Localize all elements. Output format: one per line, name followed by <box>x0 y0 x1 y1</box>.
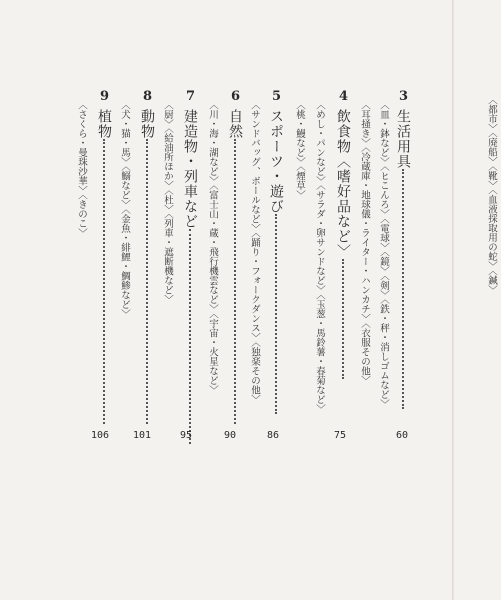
subtopics: 〈皿・鉢など〉〈ヒこんろ〉〈電球〉〈鏡〉〈剣〉〈鉄・秤・消しゴムなど〉 <box>378 100 389 409</box>
subtopics: 〈桃・鰻など〉〈煙草〉 <box>294 100 305 200</box>
section-number: 3 <box>398 90 409 103</box>
section-number: 9 <box>99 90 110 103</box>
section-number: 6 <box>230 90 241 103</box>
subtopics: 〈めし・パンなど〉〈サラダ・卵サンドなど〉〈玉葱・馬鈴薯・春菊など〉 <box>314 100 325 414</box>
page-number: 86 <box>267 430 280 441</box>
section-3[interactable] <box>393 90 413 409</box>
section-6[interactable] <box>225 90 245 424</box>
page-number: 95 <box>180 430 193 441</box>
section-title: 飲食物〈嗜好品など〉 <box>335 109 351 259</box>
leader-dots <box>146 139 148 424</box>
section-title: 動物 <box>139 109 155 139</box>
page-gutter <box>452 0 454 600</box>
subtopics: 〈さくら・曼珠沙華〉〈きのこ〉 <box>76 100 87 238</box>
section-9[interactable] <box>94 90 114 424</box>
section-title: 生活用具 <box>395 109 411 169</box>
leader-dots <box>342 259 344 379</box>
subtopics: 〈川・海・湖など〉〈富士山・蔵・飛行機雲など〉〈宇宙・火星など〉 <box>207 100 218 395</box>
leader-dots <box>103 139 105 424</box>
section-title: 建造物・列車など <box>182 109 198 229</box>
leader-dots <box>402 169 404 409</box>
section-title: 自然 <box>227 109 243 139</box>
subtopics: 〈犬・猫・馬〉〈鰯など〉〈金魚・緋鯉・鯛鯵など〉 <box>119 100 130 319</box>
page-number: 90 <box>224 430 237 441</box>
page-number: 106 <box>91 430 110 441</box>
leader-dots <box>275 214 277 414</box>
subtopics: 〈サンドバッグ、ボールなど〉〈踊り・フォークダンス〉〈独楽その他〉 <box>249 100 260 404</box>
section-8[interactable] <box>137 90 157 424</box>
leader-dots <box>234 139 236 424</box>
section-7[interactable] <box>180 90 200 444</box>
section-number: 5 <box>271 90 282 103</box>
section-4[interactable] <box>333 90 353 379</box>
page-number: 60 <box>396 430 409 441</box>
section-title: 植物 <box>96 109 112 139</box>
subtopics: 〈耳掻き〉〈冷蔵庫・地球儀・ライター・ハンカチ〉〈衣服その他〉 <box>359 100 370 385</box>
leader-dots <box>189 229 191 444</box>
continuation-items: 〈都市〉〈廃船〉〈靴〉〈血液採取用の蛇〉〈鍼〉 <box>486 95 497 295</box>
section-number: 4 <box>338 90 349 103</box>
section-5[interactable] <box>266 90 286 414</box>
page-number: 75 <box>334 430 347 441</box>
page-number: 101 <box>133 430 152 441</box>
section-title: スポーツ・遊び <box>268 109 284 214</box>
section-number: 7 <box>185 90 196 103</box>
subtopics: 〈厨〉〈給油所ほか〉〈杜〉〈列車・遮断機など〉 <box>162 100 173 305</box>
section-number: 8 <box>142 90 153 103</box>
